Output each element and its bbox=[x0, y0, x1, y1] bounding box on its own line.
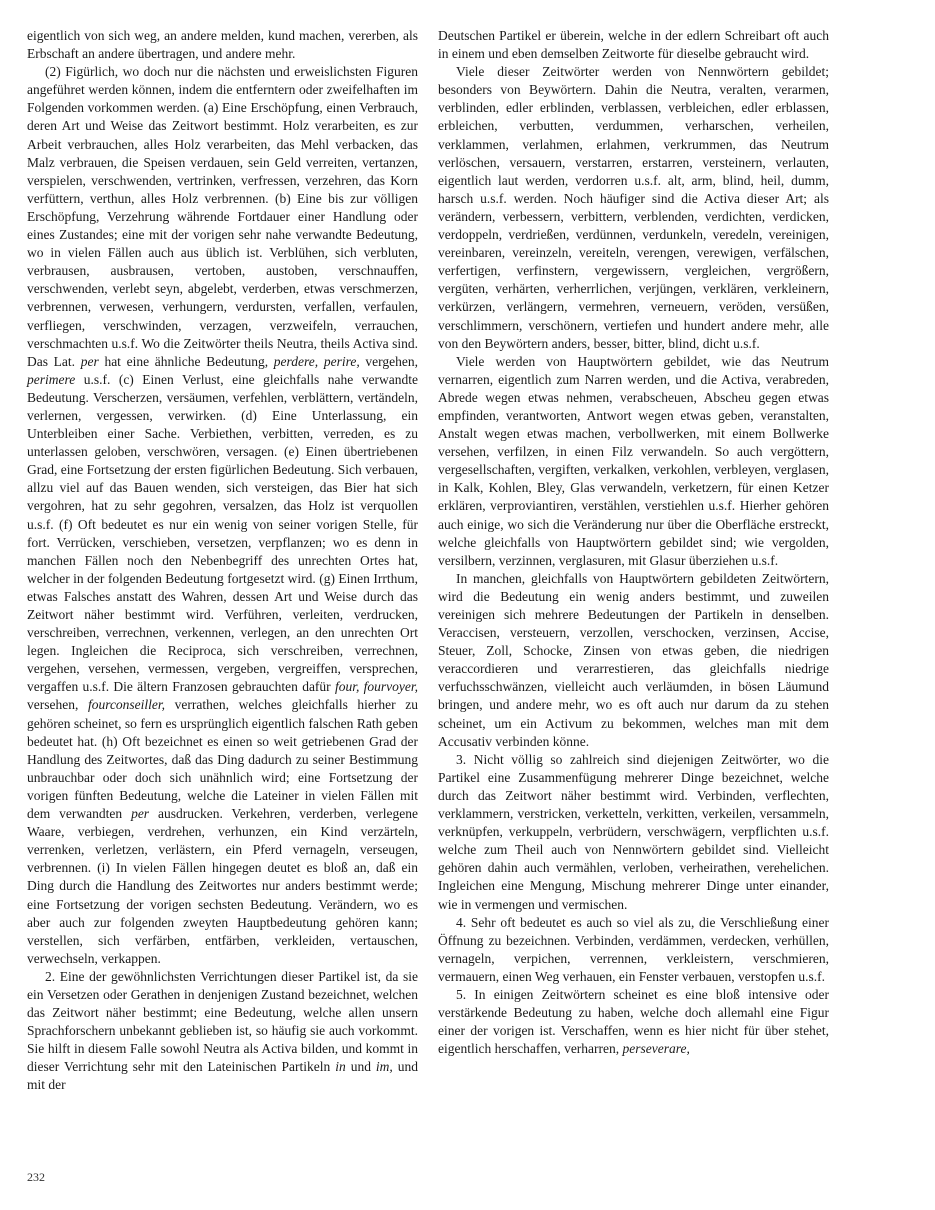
paragraph: Deutschen Partikel er überein, welche in der edlern Schreibart oft auch in einem und eben demselben Zeitworte für dieselbe gebraucht wird. bbox=[438, 28, 829, 62]
paragraph: 2. Eine der gewöhnlichsten Verrichtungen dieser Partikel ist, da sie ein Versetzen oder Gerathen in denjenigen Zustand bezeichnet, welchen das Zeitwort näher bestimmt; eine Bedeutung, welche allen unsern Sprachforschern unbekannt geblieben ist, so häufig sie auch vorkommt. Sie hilft in diesem Falle sowohl Neutra als Activa bilden, und kommt in dieser Verrichtung sehr mit den Lateinischen Partikeln in und im, und mit der bbox=[27, 968, 418, 1093]
page-number: 232 bbox=[27, 1170, 45, 1184]
paragraph: Viele dieser Zeitwörter werden von Nennwörtern gebildet; besonders von Beywörtern. Dahin die Neutra, veralten, verarmen, verblinden, edler erblinden, verblassen, verbleichen, edler erblassen, erbleichen, verbutten, verdummen, verharschen, verheilen, verklammen, verlahmen, erlahmen, verkrummen, das Neutrum verlöschen, versauern, verstarren, erstarren, versteinern, verlauten, eigentlich laut werden, verdorren u.s.f. alt, arm, blind, heil, dumm, harsch u.s.f. werden. Noch häufiger sind die Activa dieser Art; als verändern, verbessern, verbittern, verblenden, verdichten, verdicken, verdoppeln, verdrießen, verdünnen, verdunkeln, veredeln, vereinigen, vereinbaren, vereinzeln, vereiteln, verengen, verewigen, verfälschen, verfertigen, verfinstern, vergewissern, vergleichen, vergrößern, vergüten, verhärten, verherrlichen, verjüngen, verklären, verkleinern, verkürzen, verlängern, vermehren, verneuern, veröden, versüßen, verschlimmern, verschönern, vertiefen und hundert andere mehr, alle von den Beywörtern anders, besser, bitter, blind, dicht u.s.f. bbox=[438, 64, 829, 351]
paragraph: Viele werden von Hauptwörtern gebildet, wie das Neutrum vernarren, eigentlich zum Narren werden, und die Activa, verabreden, Abrede wegen etwas nehmen, verabscheuen, Abscheu gegen etwas empfinden, verantworten, Antwort wegen etwas geben, veranstalten, Anstalt wegen etwas machen, verbollwerken, mit einem Bollwerke versehen, verfilzen, in einen Filz verwandeln. So auch vergöttern, vergesellschaften, vergiften, verkalken, verkohlen, verbleyen, verglasen, in Kalk, Kohlen, Bley, Glas verwandeln, verketzern, für einen Ketzer erklären, verproviantiren, verstählen, verstiehlen u.s.f. Hierher gehören auch einige, wo sich die Veränderung nur über die Oberfläche erstreckt, welche gleichfalls von Hauptwörtern gebildet sind; wie vergolden, versilbern, verzinnen, verglasuren, mit Glasur überziehen u.s.f. bbox=[438, 353, 829, 568]
paragraph: eigentlich von sich weg, an andere melden, kund machen, vererben, als Erbschaft an andere übertragen, und andere mehr. bbox=[27, 28, 418, 62]
left-column bbox=[27, 27, 418, 1095]
right-column bbox=[438, 27, 829, 1058]
paragraph: 4. Sehr oft bedeutet es auch so viel als zu, die Verschließung einer Öffnung zu bezeichnen. Verbinden, verdämmen, verdecken, verhüllen, vernageln, verpichen, verrennen, verkleistern, verschmieren, vermauern, einen Weg verhauen, ein Fenster verbauen, verstopfen u.s.f. bbox=[438, 914, 829, 984]
paragraph: (2) Figürlich, wo doch nur die nächsten und erweislichsten Figuren angeführet werden können, indem die entferntern oder zweifelhaften im Folgenden vorkommen werden. (a) Eine Erschöpfung, einen Verbrauch, deren Art und Weise das Zeitwort bestimmt. Holz verarbeiten, es zur Arbeit verbrauchen, alles Holz verarbeiten, das Mehl verbacken, das Malz verbrauen, die Speisen verdauen, sein Geld verreiten, vertanzen, verspielen, verschwenden, vertrinken, verfressen, verzehren, das Korn verfüttern, verthun, alles Holz verbrennen. (b) Eine bis zur völligen Erschöpfung, Verzehrung währende Fortdauer einer Handlung oder eines Zustandes; eine mit der vorigen sehr nahe verwandte Bedeutung, wo in vielen Fällen auch aus üblich ist. Verblühen, sich verbluten, verbrausen, ausbrausen, vertoben, austoben, verschnauffen, verschwenden, verlebt seyn, abgelebt, verderben, etwas verschmerzen, verbrennen, verwesen, verhungern, verdursten, verfallen, verfaulen, verfliegen, verschwinden, verzagen, verzweifeln, verrauchen, verschmachten u.s.f. Wo die Zeitwörter theils Neutra, theils Activa sind. Das Lat. per hat eine ähnliche Bedeutung, perdere, perire, vergehen, perimere u.s.f. (c) Einen Verlust, eine gleichfalls nahe verwandte Bedeutung. Verscherzen, versäumen, verfehlen, verblättern, vertändeln, verlernen, vergessen, verwirken. (d) Eine Unterlassung, ein Unterbleiben einer Sache. Verbiethen, verbitten, verreden, es zu unterlassen geloben, verschwören, versagen. (e) Einen übertriebenen Grad, eine Fortsetzung der ersten figürlichen Bedeutung. Sich verbauen, allzu viel auf das Bauen wenden, sich versteigen, das Bier hat sich vergohren, hat zu sehr gegohren, versalzen, das Holz ist verquollen u.s.f. (f) Oft bedeutet es nur ein wenig von seiner vorigen Stelle, für fort. Verrücken, verschieben, versetzen, verpflanzen; wo es denn in manchen Fällen noch den Nebenbegriff des unrechten Ortes hat, welcher in der folgenden Bedeutung fortgesetzt wird. (g) Einen Irrthum, etwas Falsches anstatt des Wahren, dessen Art und Weise durch das Zeitwort näher bestimmt wird. Verführen, verleiten, verdrucken, verschreiben, verrechnen, verkennen, verlegen, an den unrechten Ort legen. Ingleichen die Reciproca, sich verschreiben, verrechnen, vergehen, versehen, vermessen, vergeben, vergreiffen, versprechen, vergaffen u.s.f. Die ältern Franzosen gebrauchten dafür four, fourvoyer, versehen, fourconseiller, verrathen, welches gleichfalls hierher zu gehören scheinet, so fern es ursprünglich eigentlich falschen Rath geben bedeutet hat. (h) Oft bezeichnet es einen so weit getriebenen Grad der Handlung des Zeitwortes, daß das Ding dadurch zu seiner Bestimmung unbrauchbar oder doch sich unähnlich wird; eine Fortsetzung der vorigen fünften Bedeutung, welche die Lateiner in vielen Fällen mit dem verwandten per ausdrucken. Verkehren, verderben, verlegene Waare, verbiegen, verdrehen, verhunzen, ein Kind verzärteln, verrenken, verletzen, verlästern, ein Pferd vernageln, verseugen, verbrennen. (i) In vielen Fällen hingegen deutet es bloß an, daß ein Ding durch die Handlung des Zeitwortes nur anders bestimmt werde; eine Fortsetzung der vorigen sechsten Bedeutung. Verändern, wo es aber auch zur folgenden zweyten Hauptbedeutung gehören kann; verstellen, sich verfärben, entfärben, verkleiden, vertauschen, verwechseln, verkappen. bbox=[27, 64, 418, 966]
paragraph: 5. In einigen Zeitwörtern scheinet es eine bloß intensive oder verstärkende Bedeutung zu haben, welche doch allemahl eine Figur einer der vorigen ist. Verschaffen, wenn es hier nicht für über stehet, eigentlich herschaffen, verharren, perseverare, bbox=[438, 986, 829, 1057]
paragraph: In manchen, gleichfalls von Hauptwörtern gebildeten Zeitwörtern, wird die Bedeutung ein wenig anders bestimmt, und zuweilen vereinigen sich mehrere Bedeutungen der Partikeln in denselben. Veraccisen, versteuern, verzollen, verschocken, verzinsen, Accise, Steuer, Zoll, Schocke, Zinsen von etwas geben, die niedrigen veraccordieren und verarrestieren, das gleichfalls niedrige verfuchsschwänzen, vielleicht auch verläumden, in bösen Läumund bringen, und andere mehr, wo es oft auch nur darum da zu stehen scheinet, um ein Activum zu bekommen, welches man mit dem Accusativ verbinden könne. bbox=[438, 570, 829, 749]
paragraph: 3. Nicht völlig so zahlreich sind diejenigen Zeitwörter, wo die Partikel eine Zusammenfügung mehrerer Dinge bezeichnet, welche durch das Zeitwort näher bestimmt wird. Verbinden, verflechten, verklammern, verstricken, verketteln, verkitten, verkeilen, versammeln, verknüpfen, verkuppeln, verbrüdern, verschwägern, verpflichten u.s.f. welche zum Theil auch von Nennwörtern gebildet sind. Vielleicht gehören dahin auch vermählen, verloben, verheirathen, verehelichen. Ingleichen eine Mengung, Mischung mehrerer Dinge unter einander, wie in vermengen und vermischen. bbox=[438, 751, 829, 912]
